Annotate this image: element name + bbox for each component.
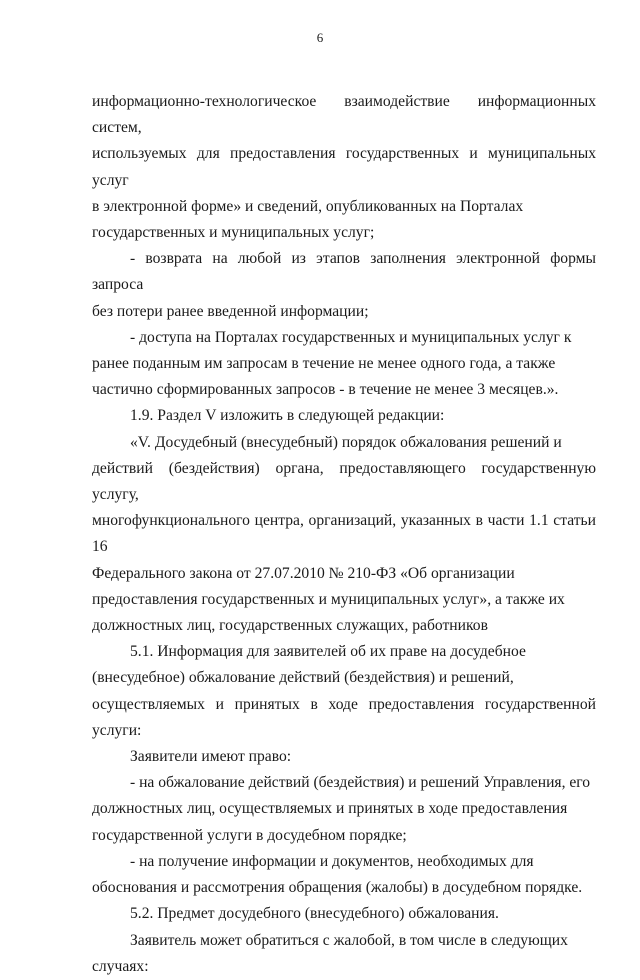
list-item-receive-information: - на получение информации и документов, необходимых для обоснования и рассмотрения обращения (жалобы) в досудебном порядке.	[92, 852, 583, 897]
paragraph-complaint-cases: Заявитель может обратиться с жалобой, в том числе в следующих случаях:	[92, 931, 568, 975]
section-v-heading: «V. Досудебный (внесудебный) порядок обжалования решений и действий (бездействия) органа, предоставляющего государственную услугу, многофункционального центра, организаций, указанных в части 1.1 статьи 16 Федерального закона от 27.07.2010 № 210-ФЗ «Об организации предоставления государственных и муниципальных услуг», а также их должностных лиц, государственных служащих, работников	[92, 433, 596, 635]
paragraph-5-1-appeal-rights-info: 5.1. Информация для заявителей об их праве на досудебное (внесудебное) обжалование действий (бездействия) и решений, осуществляемых и принятых в ходе предоставления государственной услуги:	[92, 643, 596, 739]
paragraph-return-to-form-step: - возврата на любой из этапов заполнения электронной формы запроса без потери ранее введенной информации;	[92, 250, 596, 320]
list-item-appeal-actions: - на обжалование действий (бездействия) и решений Управления, его должностных лиц, осуществляемых и принятых в ходе предоставления государственной услуги в досудебном порядке;	[92, 774, 591, 844]
paragraph-5-2-subject-of-appeal: 5.2. Предмет досудебного (внесудебного) обжалования.	[130, 905, 499, 923]
document-body	[92, 89, 596, 980]
paragraph-section-v-amendment: 1.9. Раздел V изложить в следующей редакции:	[130, 407, 445, 425]
paragraph-applicants-have-right: Заявители имеют право:	[130, 748, 292, 766]
page-number: 6	[316, 30, 324, 45]
paragraph-access-previous-requests: - доступа на Порталах государственных и муниципальных услуг к ранее поданным им запросам в течение не менее одного года, а также частично сформированных запросов - в течение не менее 3 месяцев.».	[92, 328, 572, 399]
paragraph-portals-interaction: информационно-технологическое взаимодействие информационных систем, используемых для предоставления государственных и муниципальных услуг в электронной форме» и сведений, опубликованных на Порталах государственных и муниципальных услуг;	[92, 93, 596, 242]
